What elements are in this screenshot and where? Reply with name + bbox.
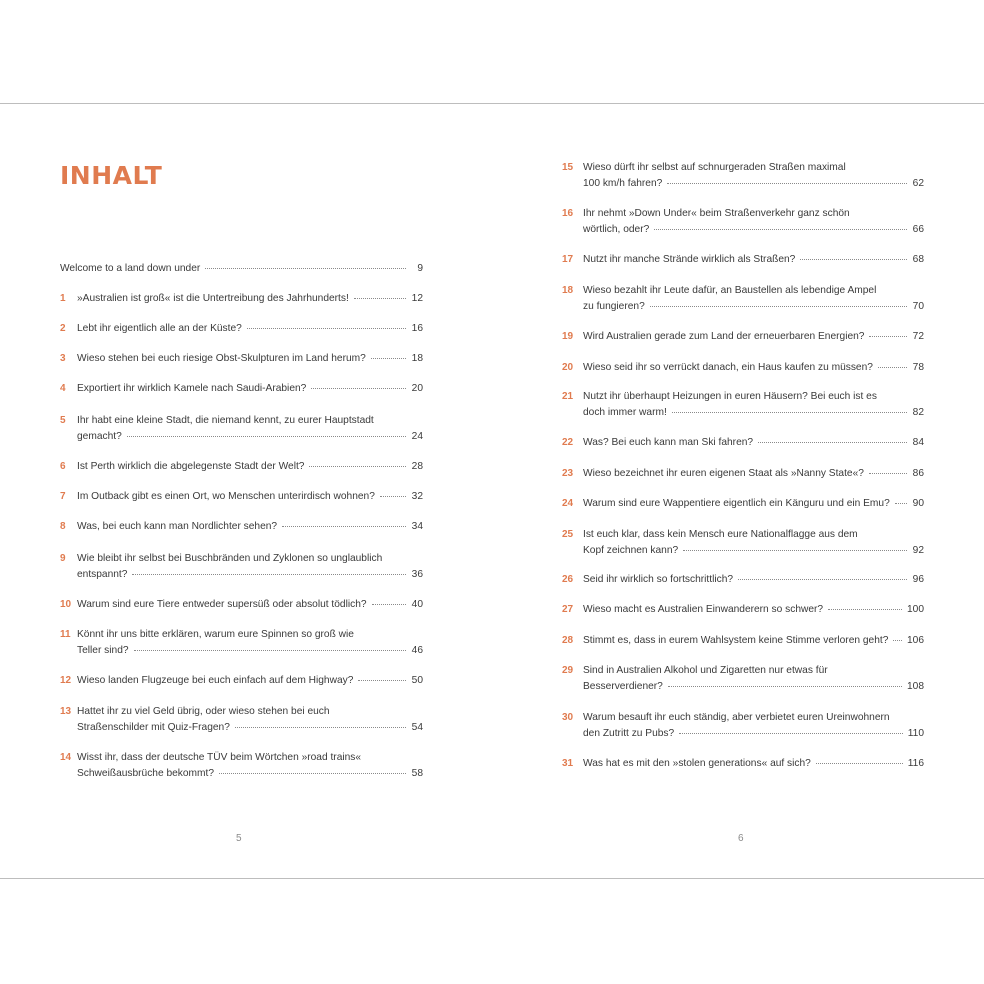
chapter-number: 14: [60, 752, 72, 763]
chapter-title-line: Besserverdiener?: [583, 681, 663, 692]
chapter-title-line: Wird Australien gerade zum Land der erneuerbaren Energien?: [583, 331, 865, 342]
chapter-number: 26: [562, 574, 574, 585]
chapter-number: 4: [60, 383, 66, 394]
toc-entry: [60, 673, 423, 689]
chapter-number: 1: [60, 293, 66, 304]
chapter-page-number: 62: [912, 178, 924, 189]
toc-entry: [562, 710, 924, 742]
chapter-title-line: Kopf zeichnen kann?: [583, 545, 679, 556]
chapter-number: 15: [562, 162, 574, 173]
chapter-title-line: Nutzt ihr manche Strände wirklich als Straßen?: [583, 254, 796, 265]
chapter-title-line: Ihr habt eine kleine Stadt, die niemand kennt, zu eurer Hauptstadt: [77, 415, 374, 426]
chapter-page-number: 58: [411, 768, 423, 779]
chapter-page-number: 40: [411, 599, 423, 610]
dot-leader: [878, 367, 907, 368]
chapter-page-number: 46: [411, 645, 423, 656]
dot-leader: [134, 650, 406, 651]
toc-entry: [60, 750, 423, 782]
chapter-title-line: zu fungieren?: [583, 301, 645, 312]
chapter-number: 7: [60, 491, 66, 502]
chapter-title-line: wörtlich, oder?: [583, 224, 650, 235]
dot-leader: [650, 306, 907, 307]
chapter-title-line: Exportiert ihr wirklich Kamele nach Saudi-Arabien?: [77, 383, 307, 394]
dot-leader: [738, 579, 907, 580]
toc-entry: [562, 663, 924, 695]
chapter-page-number: 20: [411, 383, 423, 394]
chapter-title-line: doch immer warm!: [583, 407, 667, 418]
dot-leader: [672, 412, 907, 413]
dot-leader: [667, 183, 907, 184]
toc-entry: [60, 291, 423, 307]
chapter-title-line: Was? Bei euch kann man Ski fahren?: [583, 437, 754, 448]
toc-entry: [60, 413, 423, 445]
toc-entry: [562, 756, 924, 772]
chapter-title-line: den Zutritt zu Pubs?: [583, 728, 675, 739]
chapter-number: 30: [562, 712, 574, 723]
chapter-title-line: Wisst ihr, dass der deutsche TÜV beim Wörtchen »road trains«: [77, 752, 362, 763]
chapter-number: 24: [562, 498, 574, 509]
chapter-title-line: Was hat es mit den »stolen generations« auf sich?: [583, 758, 811, 769]
dot-leader: [247, 328, 406, 329]
chapter-number: 31: [562, 758, 574, 769]
toc-entry: [562, 466, 924, 482]
chapter-number: 18: [562, 285, 574, 296]
chapter-page-number: 66: [912, 224, 924, 235]
dot-leader: [309, 466, 406, 467]
chapter-title-line: Wie bleibt ihr selbst bei Buschbränden und Zyklonen so unglaublich: [77, 553, 383, 564]
chapter-page-number: 34: [411, 521, 423, 532]
toc-title: INHALT: [60, 161, 163, 190]
chapter-page-number: 82: [912, 407, 924, 418]
toc-entry: [562, 496, 924, 512]
chapter-title-line: Wieso dürft ihr selbst auf schnurgeraden Straßen maximal: [583, 162, 846, 173]
chapter-number: 12: [60, 675, 72, 686]
chapter-number: 9: [60, 553, 66, 564]
dot-leader: [895, 503, 907, 504]
chapter-title-line: Welcome to a land down under: [60, 263, 201, 274]
toc-entry: [562, 527, 924, 559]
chapter-title-line: 100 km/h fahren?: [583, 178, 663, 189]
chapter-title-line: Teller sind?: [77, 645, 129, 656]
toc-entry: [562, 252, 924, 268]
dot-leader: [816, 763, 903, 764]
chapter-page-number: 116: [907, 758, 924, 769]
chapter-number: 23: [562, 468, 574, 479]
toc-entry: [562, 602, 924, 618]
chapter-number: 20: [562, 362, 574, 373]
left-page: [0, 104, 492, 878]
dot-leader: [132, 574, 406, 575]
toc-entry: [562, 360, 924, 376]
chapter-title-line: Lebt ihr eigentlich alle an der Küste?: [77, 323, 242, 334]
chapter-title-line: Hattet ihr zu viel Geld übrig, oder wieso stehen bei euch: [77, 706, 330, 717]
dot-leader: [358, 680, 406, 681]
toc-entry: [562, 435, 924, 451]
toc-entry: [60, 381, 423, 397]
chapter-number: 16: [562, 208, 574, 219]
chapter-page-number: 32: [411, 491, 423, 502]
dot-leader: [668, 686, 902, 687]
toc-entry: [60, 261, 423, 277]
chapter-page-number: 24: [411, 431, 423, 442]
dot-leader: [893, 640, 902, 641]
dot-leader: [869, 336, 907, 337]
chapter-title-line: »Australien ist groß« ist die Untertreibung des Jahrhunderts!: [77, 293, 349, 304]
chapter-page-number: 84: [912, 437, 924, 448]
toc-entry: [60, 519, 423, 535]
chapter-number: 21: [562, 391, 574, 402]
chapter-title-line: Wieso stehen bei euch riesige Obst-Skulpturen im Land herum?: [77, 353, 366, 364]
toc-entry: [562, 329, 924, 345]
dot-leader: [219, 773, 406, 774]
chapter-page-number: 50: [411, 675, 423, 686]
page-number-right: 6: [738, 833, 744, 844]
chapter-page-number: 92: [912, 545, 924, 556]
chapter-number: 25: [562, 529, 574, 540]
chapter-page-number: 90: [912, 498, 924, 509]
chapter-number: 19: [562, 331, 574, 342]
chapter-page-number: 54: [411, 722, 423, 733]
toc-entry: [60, 489, 423, 505]
chapter-page-number: 70: [912, 301, 924, 312]
dot-leader: [683, 550, 907, 551]
chapter-page-number: 96: [912, 574, 924, 585]
toc-entry: [60, 321, 423, 337]
chapter-page-number: 72: [912, 331, 924, 342]
dot-leader: [800, 259, 907, 260]
chapter-page-number: 16: [411, 323, 423, 334]
chapter-page-number: 110: [907, 728, 924, 739]
toc-entry: [562, 389, 924, 421]
bottom-page-edge: [0, 878, 984, 879]
chapter-title-line: Wieso bezeichnet ihr euren eigenen Staat als »Nanny State«?: [583, 468, 864, 479]
toc-entry: [562, 283, 924, 315]
toc-entry: [562, 572, 924, 588]
chapter-title-line: Was, bei euch kann man Nordlichter sehen?: [77, 521, 278, 532]
toc-entry: [60, 459, 423, 475]
chapter-number: 8: [60, 521, 66, 532]
chapter-page-number: 18: [411, 353, 423, 364]
chapter-title-line: entspannt?: [77, 569, 128, 580]
chapter-title-line: Warum sind eure Tiere entweder supersüß oder absolut tödlich?: [77, 599, 367, 610]
chapter-title-line: Straßenschilder mit Quiz-Fragen?: [77, 722, 230, 733]
chapter-title-line: Ist euch klar, dass kein Mensch eure Nationalflagge aus dem: [583, 529, 858, 540]
dot-leader: [354, 298, 406, 299]
toc-entry: [60, 551, 423, 583]
toc-entry: [562, 160, 924, 192]
chapter-number: 5: [60, 415, 66, 426]
chapter-page-number: 9: [417, 263, 423, 274]
dot-leader: [127, 436, 406, 437]
chapter-title-line: Wieso seid ihr so verrückt danach, ein Haus kaufen zu müssen?: [583, 362, 873, 373]
chapter-number: 13: [60, 706, 72, 717]
dot-leader: [380, 496, 406, 497]
chapter-page-number: 36: [411, 569, 423, 580]
right-page: [492, 104, 984, 878]
chapter-number: 22: [562, 437, 574, 448]
chapter-title-line: Stimmt es, dass in eurem Wahlsystem keine Stimme verloren geht?: [583, 635, 889, 646]
chapter-title-line: Schweißausbrüche bekommt?: [77, 768, 215, 779]
dot-leader: [235, 727, 406, 728]
dot-leader: [654, 229, 907, 230]
dot-leader: [828, 609, 902, 610]
toc-entry: [60, 627, 423, 659]
chapter-title-line: Im Outback gibt es einen Ort, wo Menschen unterirdisch wohnen?: [77, 491, 375, 502]
chapter-page-number: 106: [907, 635, 924, 646]
chapter-title-line: Könnt ihr uns bitte erklären, warum eure Spinnen so groß wie: [77, 629, 354, 640]
chapter-page-number: 28: [411, 461, 423, 472]
dot-leader: [372, 604, 406, 605]
chapter-page-number: 86: [912, 468, 924, 479]
chapter-title-line: Wieso macht es Australien Einwanderern so schwer?: [583, 604, 824, 615]
dot-leader: [282, 526, 406, 527]
chapter-title-line: Ihr nehmt »Down Under« beim Straßenverkehr ganz schön: [583, 208, 850, 219]
chapter-number: 28: [562, 635, 574, 646]
toc-entry: [562, 206, 924, 238]
chapter-number: 29: [562, 665, 574, 676]
toc-entry: [60, 597, 423, 613]
chapter-title-line: Wieso landen Flugzeuge bei euch einfach auf dem Highway?: [77, 675, 354, 686]
chapter-page-number: 68: [912, 254, 924, 265]
dot-leader: [758, 442, 907, 443]
toc-entry: [60, 351, 423, 367]
dot-leader: [869, 473, 907, 474]
chapter-page-number: 78: [912, 362, 924, 373]
chapter-title-line: Warum sind eure Wappentiere eigentlich ein Känguru und ein Emu?: [583, 498, 890, 509]
chapter-page-number: 100: [907, 604, 924, 615]
chapter-number: 10: [60, 599, 72, 610]
chapter-number: 17: [562, 254, 574, 265]
chapter-title-line: Sind in Australien Alkohol und Zigaretten nur etwas für: [583, 665, 828, 676]
chapter-title-line: Wieso bezahlt ihr Leute dafür, an Baustellen als lebendige Ampel: [583, 285, 877, 296]
chapter-number: 11: [60, 629, 71, 640]
toc-entry: [562, 633, 924, 649]
dot-leader: [205, 268, 406, 269]
dot-leader: [679, 733, 903, 734]
chapter-title-line: Seid ihr wirklich so fortschrittlich?: [583, 574, 734, 585]
dot-leader: [311, 388, 406, 389]
toc-entry: [60, 704, 423, 736]
chapter-title-line: Warum besauft ihr euch ständig, aber verbietet euren Ureinwohnern: [583, 712, 890, 723]
chapter-page-number: 12: [411, 293, 423, 304]
chapter-title-line: gemacht?: [77, 431, 122, 442]
chapter-number: 6: [60, 461, 66, 472]
chapter-number: 27: [562, 604, 574, 615]
chapter-number: 2: [60, 323, 66, 334]
chapter-number: 3: [60, 353, 66, 364]
chapter-page-number: 108: [907, 681, 924, 692]
chapter-title-line: Nutzt ihr überhaupt Heizungen in euren Häusern? Bei euch ist es: [583, 391, 877, 402]
page-number-left: 5: [236, 833, 242, 844]
chapter-title-line: Ist Perth wirklich die abgelegenste Stadt der Welt?: [77, 461, 305, 472]
dot-leader: [371, 358, 406, 359]
